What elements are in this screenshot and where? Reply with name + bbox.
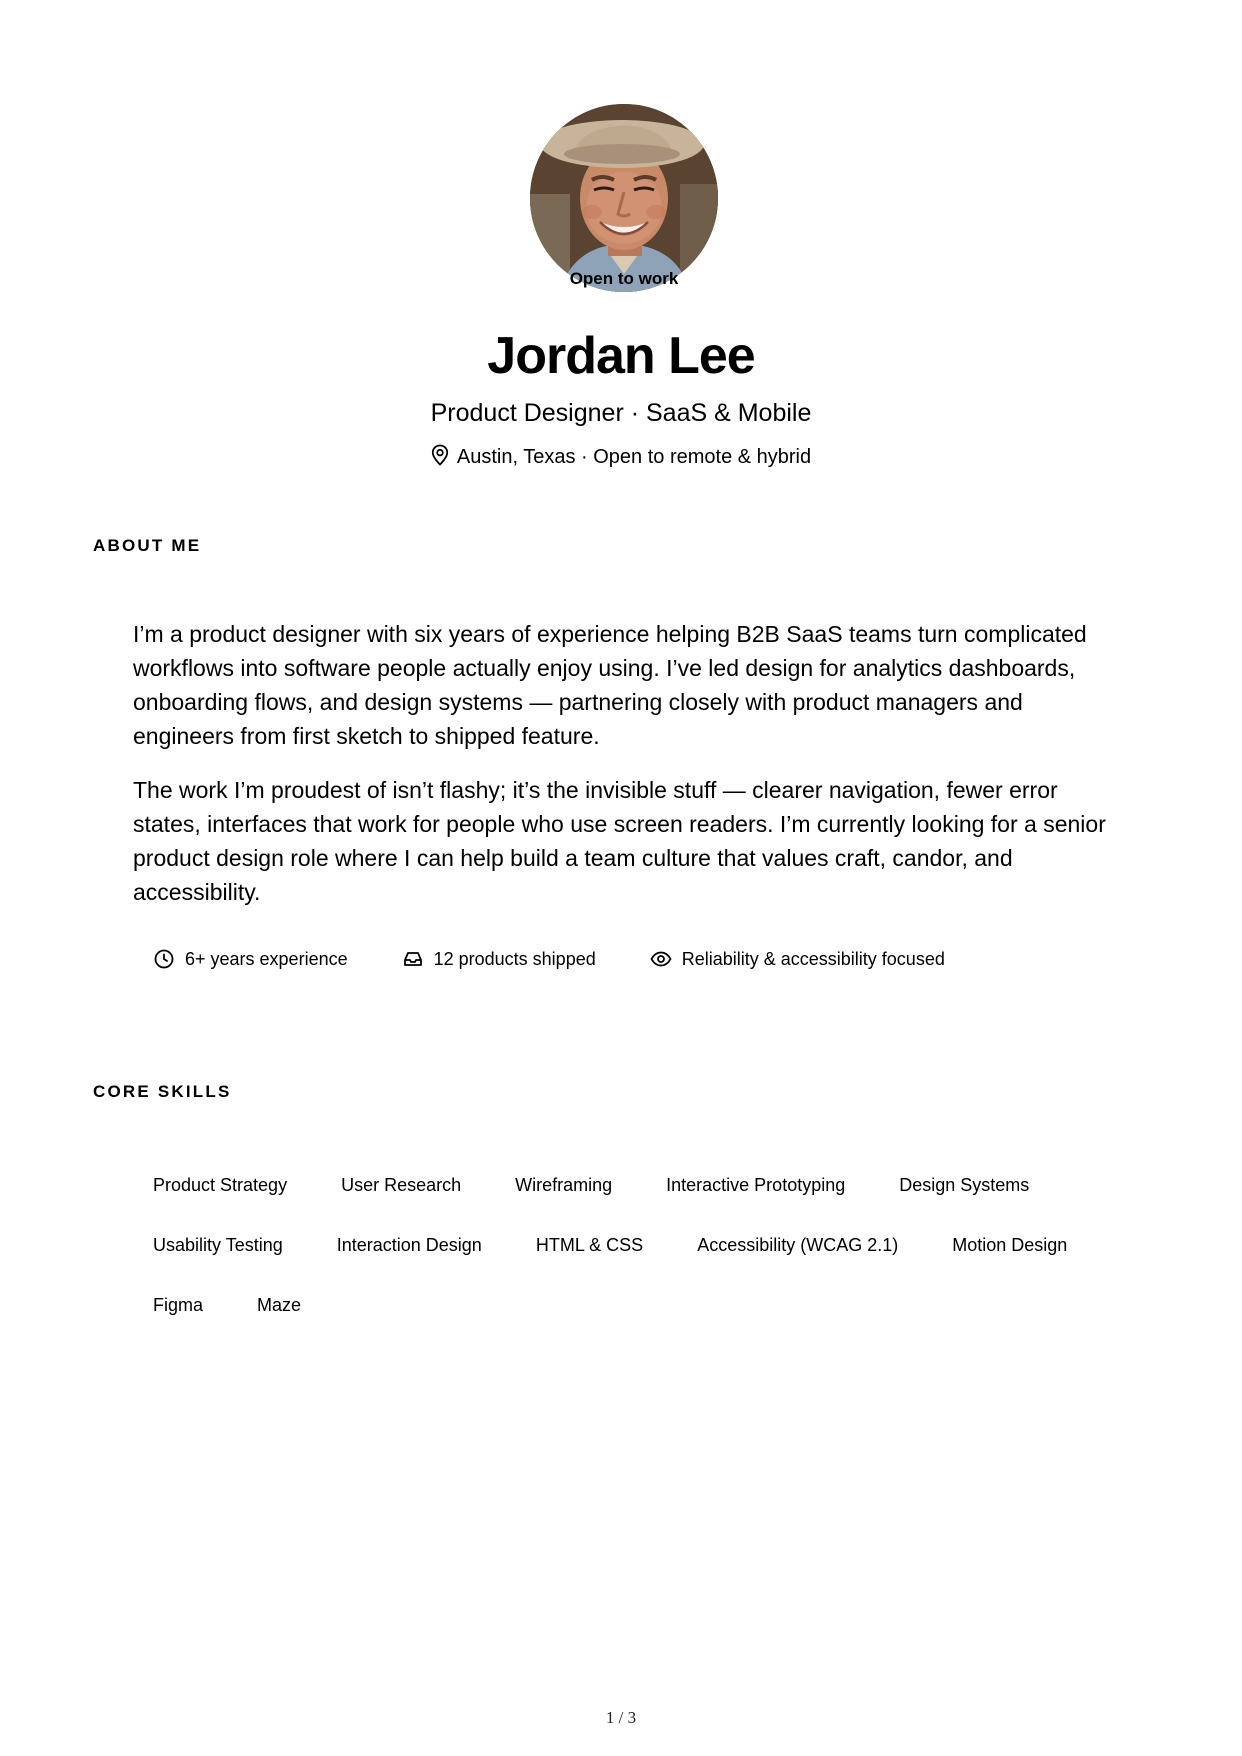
location-text: Austin, Texas · Open to remote & hybrid xyxy=(456,446,812,468)
stat-experience xyxy=(153,948,348,970)
about-body xyxy=(133,617,1123,929)
skills-list xyxy=(153,1174,1153,1354)
profile-location xyxy=(0,444,1242,469)
stat-label: 6+ years experience xyxy=(185,949,348,969)
clock-icon xyxy=(153,948,175,970)
profile-headline: Product Designer · SaaS & Mobile xyxy=(430,399,812,427)
skills-row xyxy=(153,1294,1153,1316)
skill-tag: Maze xyxy=(257,1295,302,1315)
stat-label: 12 products shipped xyxy=(433,949,596,969)
skill-tag: HTML & CSS xyxy=(535,1235,644,1255)
skill-tag: Interactive Prototyping xyxy=(666,1175,846,1195)
open-to-work-badge: Open to work xyxy=(569,269,679,288)
skill-tag: User Research xyxy=(341,1175,462,1195)
skill-tag: Motion Design xyxy=(952,1235,1068,1255)
skill-tag: Accessibility (WCAG 2.1) xyxy=(697,1235,899,1255)
avatar xyxy=(530,104,718,292)
stat-label: Reliability & accessibility focused xyxy=(681,949,945,969)
skills-section-title: CORE SKILLS xyxy=(93,1082,232,1101)
avatar-photo xyxy=(530,104,718,292)
skill-tag: Usability Testing xyxy=(153,1235,283,1255)
profile-name: Jordan Lee xyxy=(487,327,755,385)
map-pin-icon xyxy=(431,444,449,466)
skill-tag: Design Systems xyxy=(899,1175,1030,1195)
inbox-icon xyxy=(402,948,424,970)
skill-tag: Figma xyxy=(153,1295,204,1315)
eye-icon xyxy=(650,948,672,970)
stats-row xyxy=(153,948,999,970)
stat-products xyxy=(402,948,596,970)
about-paragraph: I’m a product designer with six years of experience helping B2B SaaS teams turn complicated workflows into software people actually enjoy using. I’ve led design for analytics dashboards, onboarding flows, and design systems — partnering closely with product managers and engineers from first sketch to shipped feature. xyxy=(133,621,1087,749)
page-number: 1 / 3 xyxy=(605,1708,637,1727)
about-section-title: ABOUT ME xyxy=(93,536,202,555)
skill-tag: Product Strategy xyxy=(153,1175,288,1195)
stat-focus xyxy=(650,948,945,970)
skills-row xyxy=(153,1174,1153,1196)
skill-tag: Interaction Design xyxy=(336,1235,482,1255)
skill-tag: Wireframing xyxy=(515,1175,613,1195)
about-paragraph: The work I’m proudest of isn’t flashy; it’s the invisible stuff — clearer navigation, fewer error states, interfaces that work for people who use screen readers. I’m currently looking for a senior product design role where I can help build a team culture that values craft, candor, and accessibility. xyxy=(133,777,1106,905)
avatar-container xyxy=(530,104,718,292)
skills-row xyxy=(153,1234,1153,1256)
